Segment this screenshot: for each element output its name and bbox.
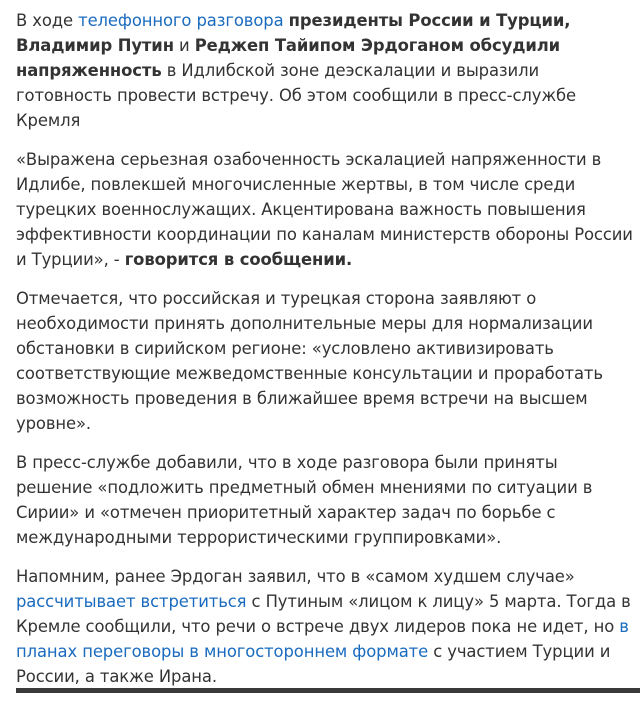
paragraph-2 <box>16 147 638 272</box>
link-phone-conversation[interactable]: телефонного разговора <box>78 11 284 30</box>
text-segment: В пресс-службе добавили, что в ходе разговора были приняты решение «подложить предметный обмен мнениями по ситуации в Сирии» и «отмечен приоритетный характер задач по борьбе с международными террористическими группировками». <box>16 453 593 547</box>
text-segment: в Идлибской зоне деэскалации и выразили готовность провести встречу. Об этом сообщили в пресс-службе Кремля <box>16 61 577 130</box>
link-multilateral-format[interactable]: в планах переговоры в многостороннем формате <box>16 617 629 661</box>
link-expects-meeting[interactable]: рассчитывает встретиться <box>16 592 247 611</box>
paragraph-4 <box>16 450 638 550</box>
article-body <box>16 8 638 703</box>
text-segment: Отмечается, что российская и турецкая сторона заявляют о необходимости принять дополнительные меры для нормализации обстановки в сирийском регионе: «условлено активизировать соответствующие межведомственные консультации и проработать возможность проведения в ближайшее время встречи на высшем уровне». <box>16 289 603 433</box>
paragraph-1 <box>16 8 638 133</box>
text-segment: Напомним, ранее Эрдоган заявил, что в «самом худшем случае» <box>16 567 575 586</box>
text-segment: с Путиным «лицом к лицу» 5 марта. Тогда в Кремле сообщили, что речи о встрече двух лидеров пока не идет, но <box>16 592 631 636</box>
text-segment: и <box>173 36 195 55</box>
bold-text-statement: говорится в сообщении. <box>124 250 353 269</box>
text-segment: В ходе <box>16 11 79 30</box>
article-image-top-edge <box>16 688 640 693</box>
quote-text: «Выражена серьезная озабоченность эскалацией напряженности в Идлибе, повлекшей многочисленные жертвы, в том числе среди турецких военнослужащих. Акцентирована важность повышения эффективности координации по каналам министерств обороны России и Турции», - <box>16 150 633 269</box>
paragraph-3 <box>16 286 638 436</box>
paragraph-5 <box>16 564 638 689</box>
bold-text-presidents: президенты России и Турции, Владимир Путин <box>16 11 571 55</box>
bold-text-erdogan: Реджеп Тайипом Эрдоганом обсудили напряженность <box>16 36 561 80</box>
text-segment: с участием Турции и России, а также Ирана. <box>16 642 611 686</box>
